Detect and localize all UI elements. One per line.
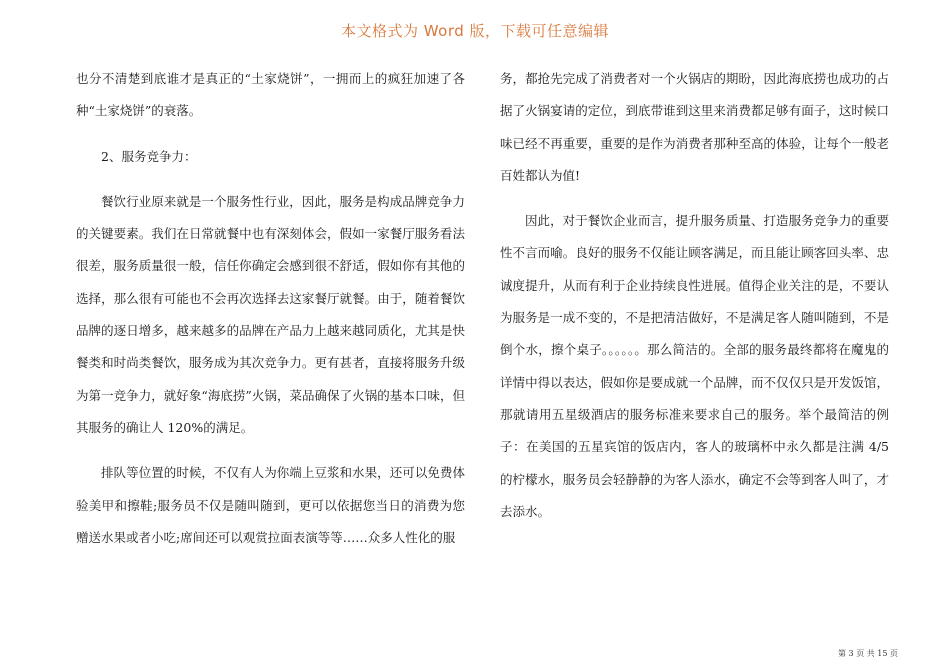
section-heading: 2、服务竞争力： [101,148,197,164]
paragraph-conclusion: 因此，对于餐饮企业而言，提升服务质量、打造服务竞争力的重要性不言而喻。良好的服务不仅能让顾客满足，而且能让顾客回头率、忠诚度提升，从而有利于企业持续良性进展。值得企业关注的是，不要认为服务是一成不变的，不是把清洁做好，不是满足客人随叫随到，不是倒个水，擦个桌子。。。。。。那么简洁的。全部的服务最终都将在魔鬼的详情中得以表达，假如你是要成就一个品牌，而不仅仅只是开发饭馆，那就请用五星级酒店的服务标准来要求自己的服务。举个最简洁的例子：在美国的五星宾馆的饭店内，客人的玻璃杯中永久都是注满 4/5 的柠檬水，服务员会轻静静的为客人添水，确定不会等到客人叫了，才去添水。 [500,213,889,519]
paragraph-continuation: 也分不清楚到底谁才是真正的“土家烧饼”，一拥而上的疯狂加速了各种“土家烧饼”的衰落。 [76,71,465,119]
page-number: 第 3 页 共 15 页 [838,649,898,658]
paragraph-haidilao: 务，都抢先完成了消费者对一个火锅店的期盼，因此海底捞也成功的占据了火锅宴请的定位，到底带谁到这里来消费都足够有面子，这时候口味已经不再重要，重要的是作为消费者那种至高的体验，让每个一般老百姓都认为值! [500,71,889,183]
right-column [500,63,889,528]
left-column [76,63,465,554]
paragraph-service: 餐饮行业原来就是一个服务性行业，因此，服务是构成品牌竞争力的关键要素。我们在日常就餐中也有深刻体会，假如一家餐厅服务看法很差，服务质量很一般，信任你确定会感到很不舒适，假如你有其他的选择，那么很有可能也不会再次选择去这家餐厅就餐。由于，随着餐饮品牌的逐日增多，越来越多的品牌在产品力上越来越同质化，尤其是快餐类和时尚类餐饮，服务成为其次竞争力。更有甚者，直接将服务升级为第一竞争力，就好象“海底捞”火锅，菜品确保了火锅的基本口味，但其服务的确让人 120%的满足。 [76,193,465,435]
download-banner: 本文格式为 Word 版，下载可任意编辑 [340,22,610,40]
paragraph-queue: 排队等位置的时候，不仅有人为你端上豆浆和水果，还可以免费体验美甲和擦鞋;服务员不仅是随叫随到，更可以依据您当日的消费为您赠送水果或者小吃;席间还可以观赏拉面表演等等……众多人性化的服 [76,465,465,545]
